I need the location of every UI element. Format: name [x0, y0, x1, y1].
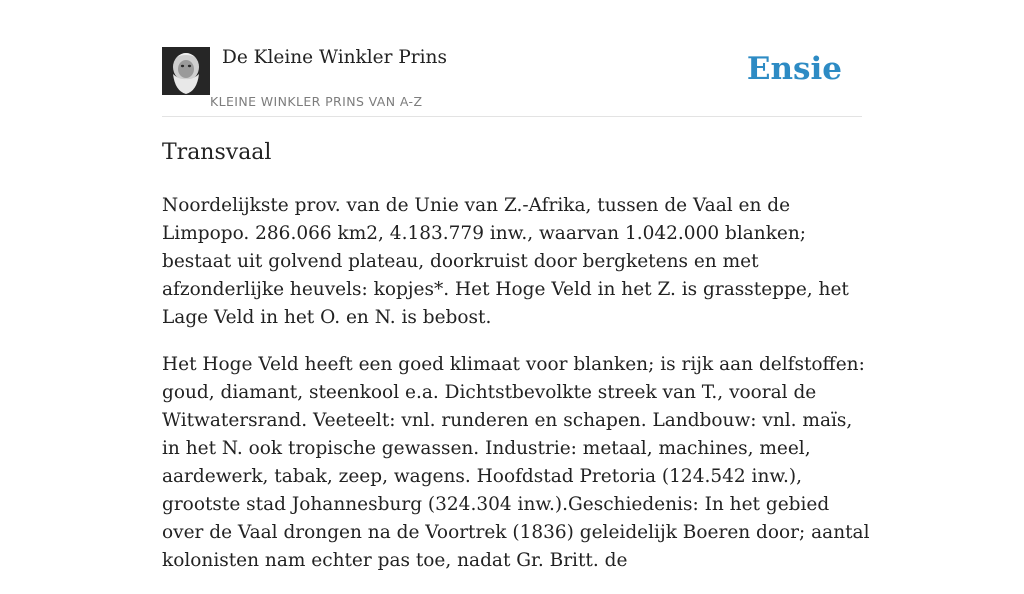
article-title: Transvaal [162, 140, 272, 165]
article-body [162, 192, 870, 594]
article-paragraph: Noordelijkste prov. van de Unie van Z.-Afrika, tussen de Vaal en de Limpopo. 286.066 km2, 4.183.779 inw., waarvan 1.042.000 blanken; bestaat uit golvend plateau, doorkruist door bergketens en met afzonderlijke heuvels: kopjes*. Het Hoge Veld in het Z. is grassteppe, het Lage Veld in het O. en N. is bebost. [162, 195, 849, 328]
ensie-logo[interactable]: Ensie [746, 51, 842, 87]
article-paragraph: Het Hoge Veld heeft een goed klimaat voor blanken; is rijk aan delfstoffen: goud, diamant, steenkool e.a. Dichtstbevolkte streek van T., vooral de Witwatersrand. Veeteelt: vnl. runderen en schapen. Landbouw: vnl. maïs, in het N. ook tropische gewassen. Industrie: metaal, machines, meel, aardewerk, tabak, zeep, wagens. Hoofdstad Pretoria (124.542 inw.), grootste stad Johannesburg (324.304 inw.).Geschiedenis: In het gebied over de Vaal drongen na de Voortrek (1836) geleidelijk Boeren door; aantal kolonisten nam echter pas toe, nadat Gr. Britt. de [162, 354, 870, 571]
bearded-man-portrait-icon [162, 47, 210, 95]
site-subtitle[interactable]: KLEINE WINKLER PRINS VAN A-Z [210, 94, 423, 109]
site-header [162, 45, 862, 117]
avatar[interactable] [162, 47, 210, 95]
site-title[interactable]: De Kleine Winkler Prins [222, 47, 447, 68]
